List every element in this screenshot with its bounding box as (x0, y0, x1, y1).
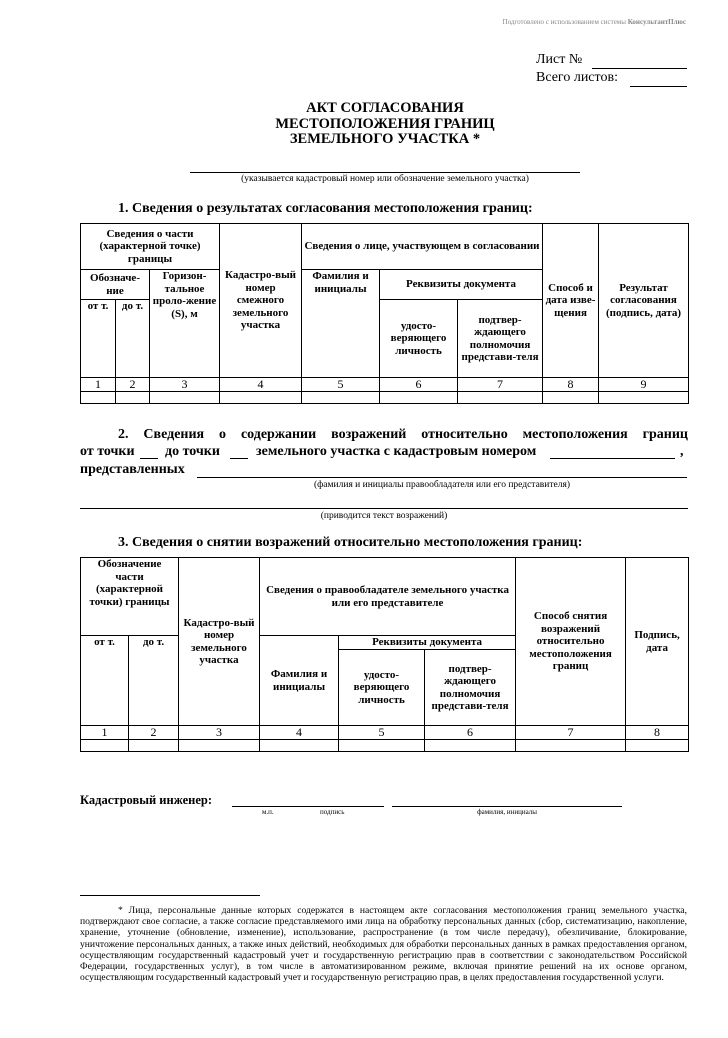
th-horizontal-distance: Горизон-тальное проло-жение (S), м (150, 270, 220, 378)
th-part-designation: Обозначение части (характерной точки) границы (81, 558, 179, 636)
to-point-label: до точки (165, 444, 220, 459)
presented-by-label: представленных (80, 462, 185, 477)
column-number: 5 (302, 378, 380, 392)
th-from-point: от т. (81, 300, 116, 378)
th-adjacent-cadastral: Кадастро-вый номер смежного земельного участка (220, 224, 302, 378)
th-identity-document: удосто-веряющего личность (380, 300, 458, 378)
th-agreement-result: Результат согласования (подпись, дата) (599, 224, 689, 378)
section2-line-2 (80, 444, 690, 462)
th-part-info: Сведения о части (характерной точке) границы (81, 224, 220, 270)
owner-caption: (фамилия и инициалы правообладателя или его представителя) (313, 480, 571, 490)
th-notice-method: Способ и дата изве-щения (543, 224, 599, 378)
column-number: 2 (116, 378, 150, 392)
th-person-info: Сведения о лице, участвующем в согласовании (302, 224, 543, 270)
cadastral-number-label: земельного участка с кадастровым номером (256, 444, 537, 459)
th-removal-method: Способ снятия возражений относительно местоположения границ (516, 558, 626, 726)
column-number: 4 (220, 378, 302, 392)
th-full-name: Фамилия и инициалы (260, 636, 339, 726)
column-number: 6 (380, 378, 458, 392)
column-number: 3 (150, 378, 220, 392)
cadastral-engineer-label: Кадастровый инженер: (80, 793, 213, 807)
empty-row (81, 740, 689, 752)
engineer-signature-field[interactable] (232, 806, 384, 807)
agreement-results-table (80, 223, 689, 404)
footnote-text: * Лица, персональные данные которых содержатся в настоящем акте согласования местоположения границ земельного участка, подтверждают свое согласие, а также согласие представляемого ими лица на обработку персональных данных (сбор, систематизацию, накопление, хранение, уточнение (обновление, изменение), использование, распространение (в том числе передачу), обезличивание, блокирование, уничтожение персональных данных, а также иных действий, необходимых для обработки персональных данных в рамках предоставления органом, осуществляющим государственный кадастровый учет и государственную регистрацию прав в соответствии с законодательством Российской Федерации, государственных услуг), в том числе в автоматизированном режиме, включая принятие решений на их основе органом, осуществляющим государственный кадастровый учет и государственную регистрацию прав, в целях предоставления государственной услуги. (80, 905, 687, 984)
column-number: 4 (260, 726, 339, 740)
column-numbers-row (81, 726, 689, 740)
section2-line-1 (118, 427, 688, 443)
column-number: 5 (339, 726, 425, 740)
th-owner-info: Сведения о правообладателе земельного участка или его представителе (260, 558, 516, 636)
column-number: 8 (543, 378, 599, 392)
presented-by-field[interactable] (197, 477, 687, 478)
sheet-number-line (592, 68, 687, 69)
column-number: 3 (179, 726, 260, 740)
from-point-field[interactable] (140, 458, 158, 459)
objection-removal-table (80, 557, 689, 752)
th-from-point: от т. (81, 636, 129, 726)
th-identity-document: удосто-веряющего личность (339, 650, 425, 726)
section1-heading: 1. Сведения о результатах согласования местоположения границ: (118, 201, 533, 216)
to-point-field[interactable] (230, 458, 248, 459)
column-number: 1 (81, 726, 129, 740)
th-to-point: до т. (116, 300, 150, 378)
objection-text-caption: (приводится текст возражений) (320, 511, 448, 521)
stamp-place-label: м.п. (262, 808, 274, 816)
th-authority-document: подтвер-ждающего полномочия представи-теля (425, 650, 516, 726)
prepared-brand: КонсультантПлюс (627, 18, 686, 26)
engineer-name-field[interactable] (392, 806, 622, 807)
footnote-separator (80, 895, 260, 896)
objection-text-field[interactable] (80, 508, 688, 509)
title-line-2: МЕСТОПОЛОЖЕНИЯ ГРАНИЦ (275, 115, 495, 132)
column-number: 7 (516, 726, 626, 740)
th-designation: Обозначе-ние (81, 270, 150, 300)
th-document-requisites: Реквизиты документа (380, 270, 543, 300)
th-to-point: до т. (129, 636, 179, 726)
cadastral-number-line (190, 172, 580, 173)
title-line-1: АКТ СОГЛАСОВАНИЯ (306, 100, 464, 116)
column-number: 1 (81, 378, 116, 392)
document-title (230, 101, 540, 148)
column-number: 8 (626, 726, 689, 740)
prepared-note (503, 18, 686, 26)
section3-heading: 3. Сведения о снятии возражений относительно местоположения границ: (118, 535, 583, 550)
th-authority-document: подтвер-ждающего полномочия представи-теля (458, 300, 543, 378)
line-end-comma: , (680, 444, 684, 459)
cadastral-caption: (указывается кадастровый номер или обозначение земельного участка) (241, 174, 529, 184)
th-signature-date: Подпись, дата (626, 558, 689, 726)
empty-row (81, 392, 689, 404)
title-line-3: ЗЕМЕЛЬНОГО УЧАСТКА * (289, 131, 481, 147)
total-sheets-label: Всего листов: (536, 70, 618, 85)
signature-label: подпись (320, 808, 345, 816)
from-point-label: от точки (80, 444, 135, 459)
column-number: 2 (129, 726, 179, 740)
column-number: 9 (599, 378, 689, 392)
column-number: 6 (425, 726, 516, 740)
fullname-label: фамилия, инициалы (477, 808, 537, 816)
th-full-name: Фамилия и инициалы (302, 270, 380, 378)
th-document-requisites: Реквизиты документа (339, 636, 516, 650)
cadastral-number-field[interactable] (550, 458, 675, 459)
th-cadastral-number: Кадастро-вый номер земельного участка (179, 558, 260, 726)
sheet-number-label: Лист № (536, 52, 583, 67)
prepared-prefix: Подготовлено с использованием системы (502, 18, 628, 26)
total-sheets-line (630, 86, 687, 87)
column-numbers-row (81, 378, 689, 392)
column-number: 7 (458, 378, 543, 392)
section2-heading: 2. Сведения о содержании возражений относительно местоположения границ (118, 427, 688, 442)
